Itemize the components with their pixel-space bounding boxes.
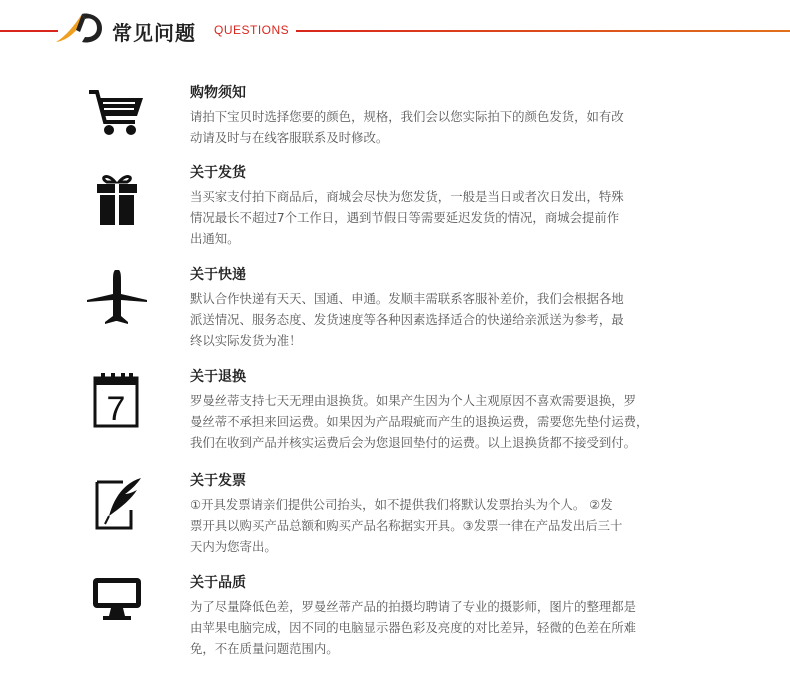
faq-line: 为了尽量降低色差，罗曼丝蒂产品的拍摄均聘请了专业的摄影师，图片的整理都是 <box>190 599 637 614</box>
faq-title: 关于退换 <box>190 369 246 385</box>
faq-title: 购物须知 <box>190 85 246 101</box>
faq-body <box>190 390 700 453</box>
faq-line: 由苹果电脑完成，因不同的电脑显示器色彩及亮度的对比差异，轻微的色差在所难 <box>190 620 637 635</box>
monitor-icon <box>85 574 149 634</box>
faq-body <box>190 288 700 351</box>
calendar-day-number: 7 <box>106 390 126 428</box>
header-rule-right <box>296 30 790 32</box>
faq-title: 关于品质 <box>190 575 246 591</box>
header-title: 常见问题 <box>112 21 196 45</box>
faq-line: 动请及时与在线客服联系及时修改。 <box>190 130 389 145</box>
invoice-feather-icon <box>85 476 149 536</box>
section-header <box>0 0 790 62</box>
faq-line: 默认合作快递有天天、国通、申通。发顺丰需联系客服补差价，我们会根据各地 <box>190 291 624 306</box>
faq-line: 罗曼丝蒂支持七天无理由退换货。如果产生因为个人主观原因不喜欢需要退换，罗 <box>190 393 637 408</box>
faq-line: 请拍下宝贝时选择您要的颜色，规格，我们会以您实际拍下的颜色发货，如有改 <box>190 109 624 124</box>
gift-box-icon <box>85 170 149 230</box>
header-subtitle: QUESTIONS <box>214 23 290 37</box>
faq-line: 曼丝蒂不承担来回运费。如果因为产品瑕疵而产生的退换运费，需要您先垫付运费， <box>190 414 649 429</box>
faq-line: 当买家支付拍下商品后，商城会尽快为您发货，一般是当日或者次日发出，特殊 <box>190 189 624 204</box>
header-rule-left <box>0 30 58 32</box>
faq-body <box>190 106 700 148</box>
faq-title: 关于快递 <box>190 267 246 283</box>
faq-line: 票开具以购买产品总额和购买产品名称据实开具。③发票一律在产品发出后三十 <box>190 518 623 533</box>
brand-logo-icon <box>52 6 108 48</box>
airplane-icon <box>85 268 149 328</box>
faq-line: 我们在收到产品并核实运费后会为您退回垫付的运费。以上退换货都不接受到付。 <box>190 435 637 450</box>
faq-line: 出通知。 <box>190 231 240 246</box>
faq-body <box>190 596 700 659</box>
faq-line: 派送情况、服务态度、发货速度等各种因素选择适合的快递给亲派送为参考，最 <box>190 312 624 327</box>
faq-body <box>190 186 700 249</box>
faq-body <box>190 494 700 557</box>
faq-title: 关于发货 <box>190 165 246 181</box>
faq-title: 关于发票 <box>190 473 246 489</box>
faq-line: 免，不在质量问题范围内。 <box>190 641 339 656</box>
shopping-cart-icon <box>85 84 149 144</box>
faq-line: 天内为您寄出。 <box>190 539 277 554</box>
faq-line: ①开具发票请亲们提供公司抬头，如不提供我们将默认发票抬头为个人。 ②发 <box>190 497 613 512</box>
faq-line: 情况最长不超过7个工作日，遇到节假日等需要延迟发货的情况，商城会提前作 <box>190 210 620 225</box>
faq-line: 终以实际发货为准！ <box>190 333 302 348</box>
calendar-7-icon <box>85 372 149 432</box>
